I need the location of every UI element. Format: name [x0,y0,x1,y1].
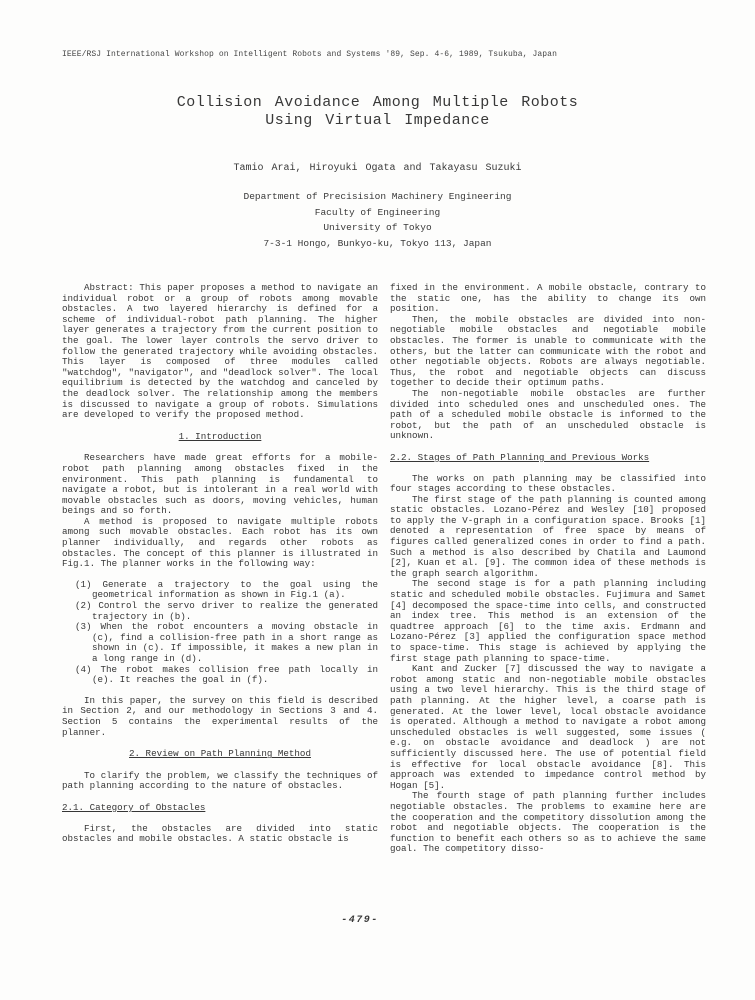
paragraph: First, the obstacles are divided into static obstacles and mobile obstacles. A static obstacle is [62,822,378,845]
paper-title-line2: Using Virtual Impedance [265,111,490,129]
paper-title-line1: Collision Avoidance Among Multiple Robots [176,94,579,111]
paragraph: Kant and Zucker [7] discussed the way to navigate a robot among static and non-negotiable mobile obstacles using a two level hierarchy. This is the third stage of path planning. At the higher level, a coarse path is generated. At the lower level, local obstacle avoidance is operated. Although a method to navigate a robot among unscheduled obstacles is well suggested, some issues ( e.g. on obstacle avoidance and deadlock ) are not sufficiently discussed here. The use of potential field is effective for local obstacle avoidance [8]. This approach was extended to impedance control method by Hogan [5]. [390,663,706,791]
two-column-body [62,283,706,855]
list-item: (3) When the robot encounters a moving obstacle in (c), find a collision-free path in a short range as shown in (c). If impossible, it makes a new plan in a long range in (d). [75,621,378,664]
authors-line: Tamio Arai, Hiroyuki Ogata and Takayasu Suzuki [233,163,522,174]
affiliation-address: 7-3-1 Hongo, Bunkyo-ku, Tokyo 113, Japan [263,237,492,249]
paragraph: Researchers have made great efforts for a mobile-robot path planning among obstacles fixed in the environment. This path planning is fundamental to navigate a robot, but is intolerant in a real world with movable obstacles such as doors, moving vehicles, human beings and so forth. [62,452,378,517]
paragraph: The works on path planning may be classified into four stages according to these obstacles. [390,472,706,495]
section-heading: 1. Introduction [178,430,262,442]
list-item: (4) The robot makes collision free path locally in (e). It reaches the goal in (f). [75,663,378,686]
paper-title [0,94,755,129]
affiliation-faculty: Faculty of Engineering [314,206,441,218]
paragraph: fixed in the environment. A mobile obstacle, contrary to the static one, has the ability to change its own position. [390,282,706,315]
paragraph: To clarify the problem, we classify the techniques of path planning according to the nature of obstacles. [62,769,378,792]
paragraph: Then, the mobile obstacles are divided into non-negotiable mobile obstacles and negotiable mobile obstacles. The former is unable to communicate with the others, but the latter can communicate with the robot and other negotiable objects. Robots are always negotiable. Thus, the robot and negotiable objects can discuss together to decide their optimum paths. [390,313,706,389]
paragraph: In this paper, the survey on this field is described in Section 2, and our methodology in Sections 3 and 4. Section 5 contains the experimental results of the planner. [62,694,378,738]
list-item: (2) Control the servo driver to realize the generated trajectory in (b). [75,600,378,622]
affiliation-university: University of Tokyo [323,222,432,233]
page-number: -479- [341,915,379,926]
left-column [62,283,378,855]
list-item: (1) Generate a trajectory to the goal using the geometrical information as shown in Fig.1 (a). [75,578,378,601]
paragraph: A method is proposed to navigate multiple robots among such movable obstacles. Each robot has its own planner individually, and regards other robots as obstacles. The concept of this planner is illustrated in Fig.1. The planner works in the following way: [62,515,378,570]
section-heading: 2. Review on Path Planning Method [129,748,311,760]
affiliation-block [0,189,755,251]
right-column [390,283,706,855]
paragraph: The non-negotiable mobile obstacles are further divided into scheduled ones and unscheduled ones. The path of a scheduled mobile obstacle is informed to the robot, but the path of an unscheduled obstacle is unknown. [390,387,706,442]
paragraph: Abstract: This paper proposes a method to navigate an individual robot or a group of robots among movable obstacles. A two layered hierarchy is defined for a scheme of individual-robot path planning. The higher layer generates a trajectory from the current position to the goal. The lower layer controls the servo driver to follow the generated trajectory while avoiding obstacles. This layer is composed of three modules called "watchdog", "navigator", and "deadlock solver". The local equilibrium is detected by the watchdog and canceled by the deadlock solver. The relationship among the members is discussed to navigate a group of robots. Simulations are developed to verify the proposed method. [62,282,378,421]
paragraph: The fourth stage of path planning further includes negotiable obstacles. The problems to examine here are the cooperation and the competitory dissolution among the robot and negotiable objects. The cooperation is the function to benefit each others so as to achieve the same goal. The competitory disso- [390,790,706,855]
conference-header: IEEE/RSJ International Workshop on Intelligent Robots and Systems '89, Sep. 4-6, 1989, Tsukuba, Japan [62,50,557,59]
section-heading: 2.1. Category of Obstacles [62,801,206,813]
affiliation-department: Department of Precisision Machinery Engineering [243,191,512,202]
paragraph: The first stage of the path planning is counted among static obstacles. Lozano-Pérez and Wesley [10] proposed to apply the V-graph in a configuration space. Brooks [1] denoted a representation of free space by means of figures called generalized cones in order to find a path. Such a method is also described by Chatila and Laumond [2], Kuan et al. [9]. The common idea of these methods is the graph search algorithm. [390,493,706,579]
paragraph: The second stage is for a path planning including static and scheduled mobile obstacles. Fujimura and Samet [4] decomposed the space-time into cells, and constructed an index tree. This method is an extension of the quadtree approach [6] to the time axis. Erdmann and Lozano-Pérez [3] applied the configuration space method to space-time. This stage is achieved by applying the first stage path planning to space-time. [390,578,706,664]
section-heading: 2.2. Stages of Path Planning and Previous Works [390,451,650,463]
